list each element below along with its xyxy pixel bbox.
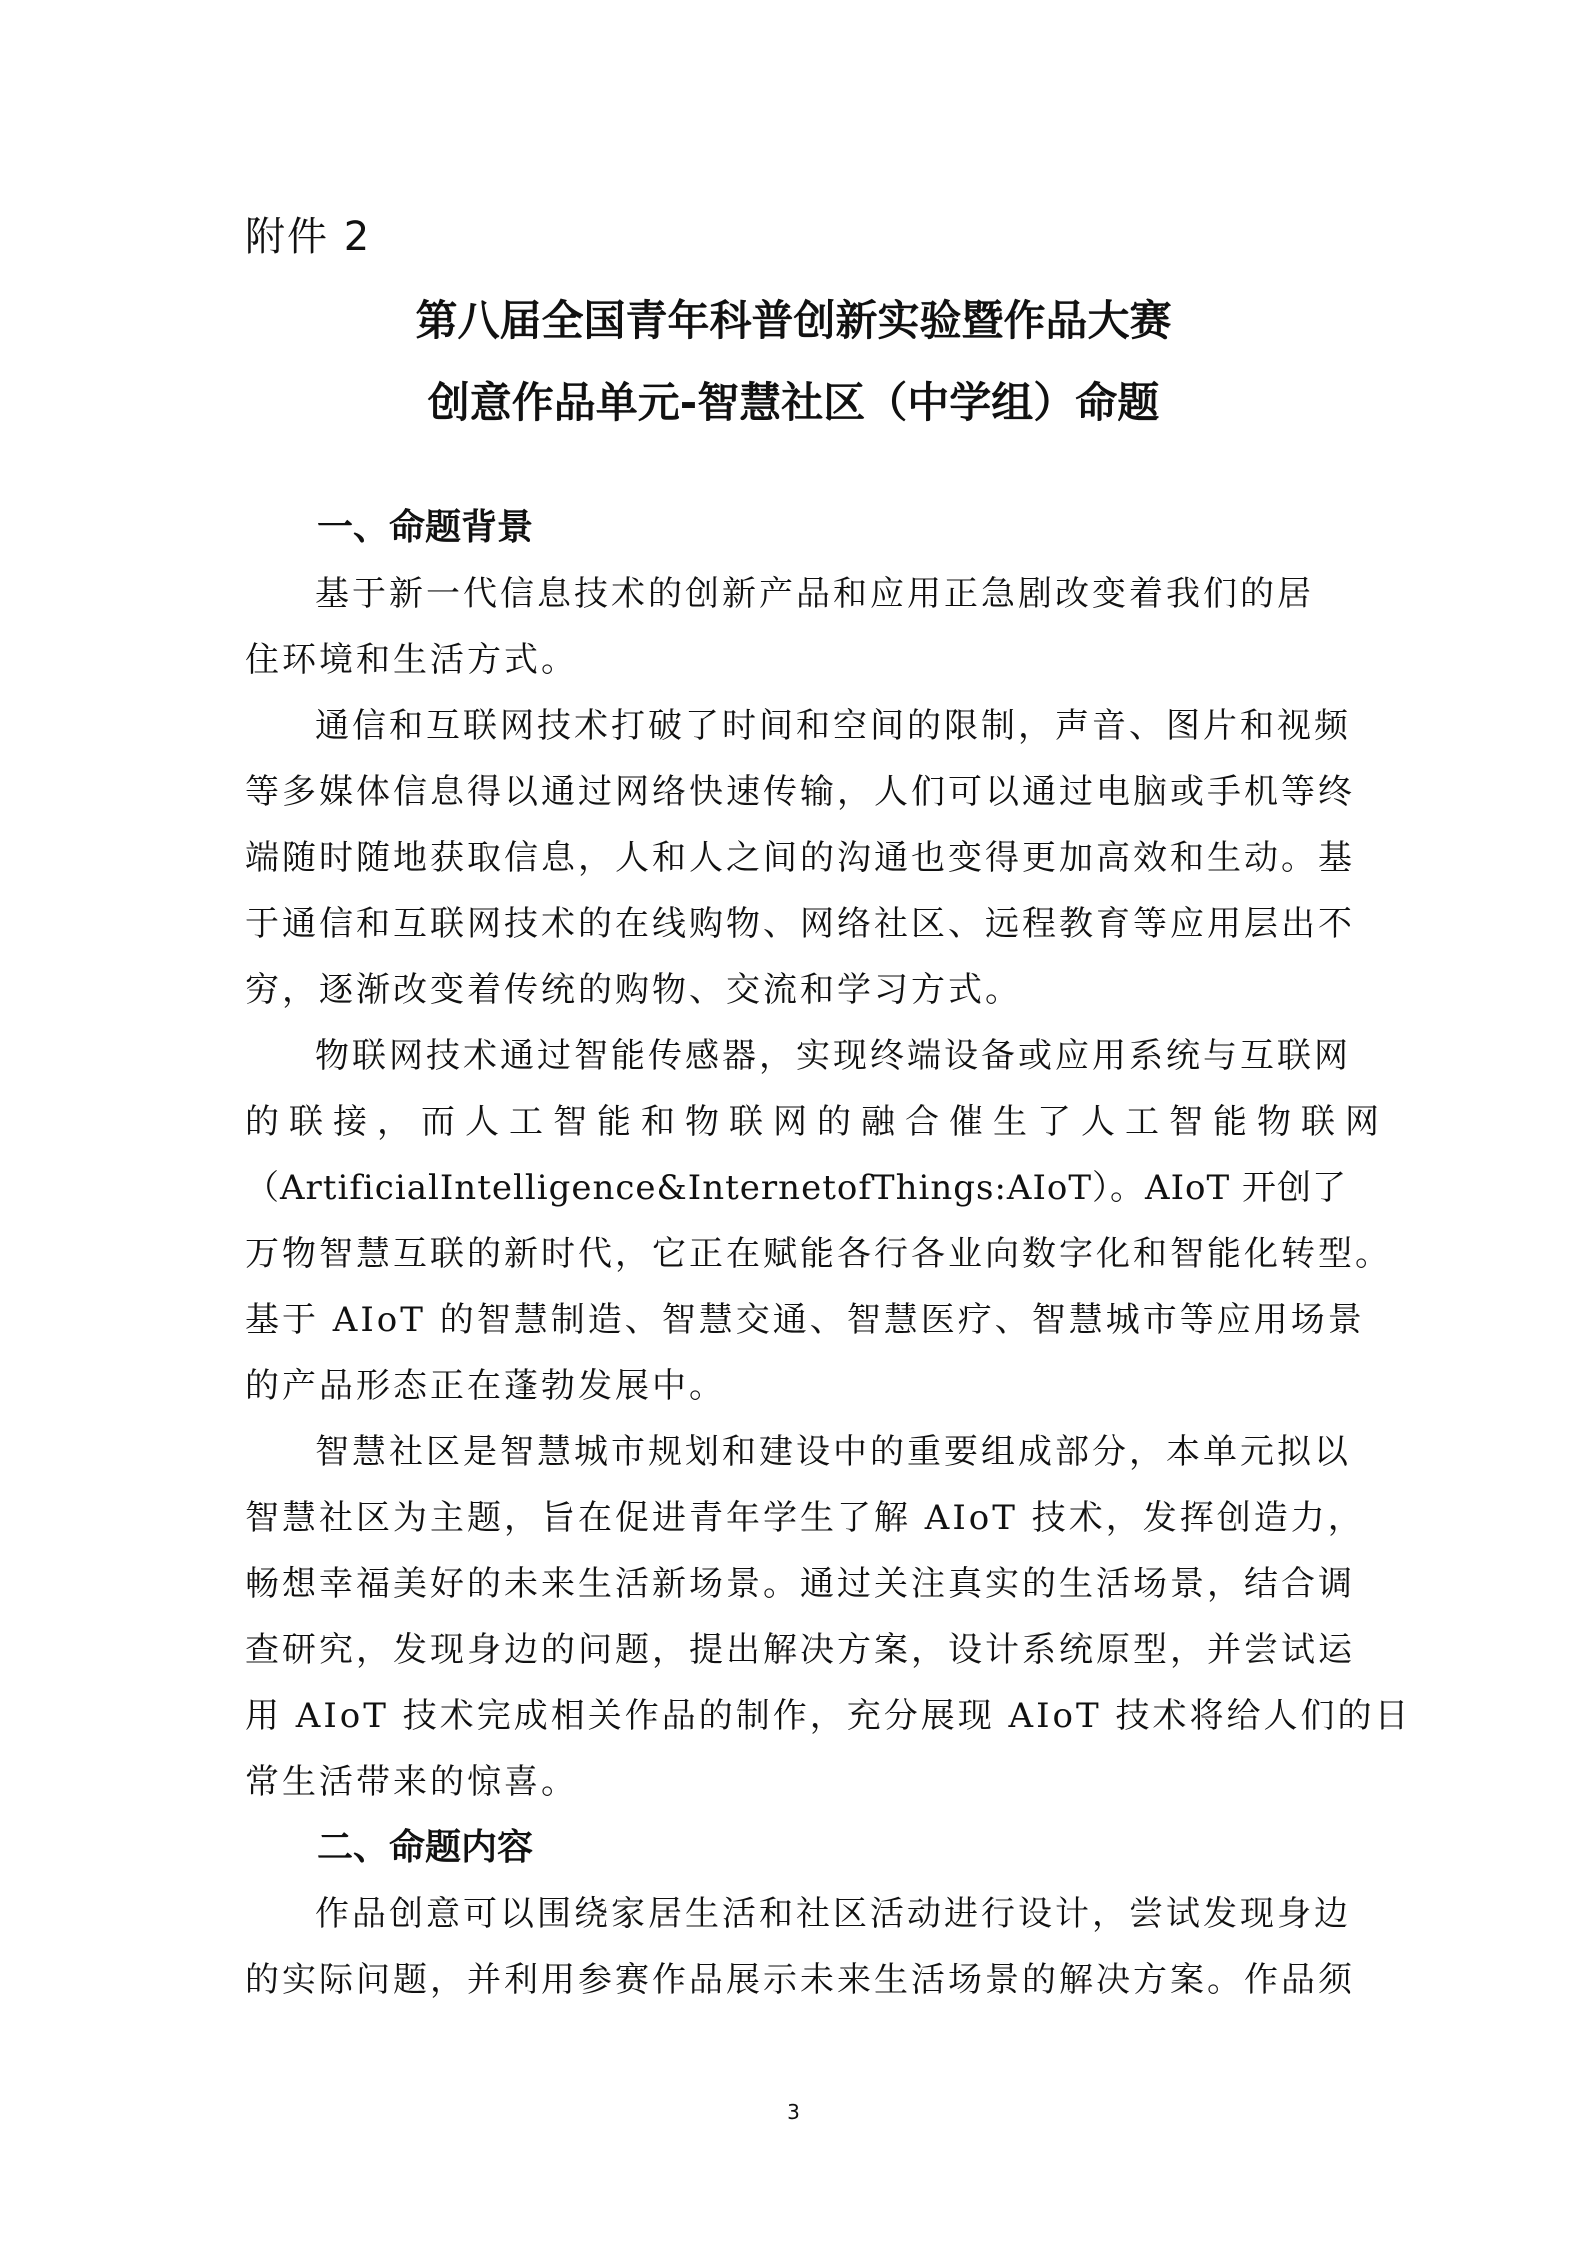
document-title-line-2: 创意作品单元-智慧社区（中学组）命题 <box>427 378 1160 427</box>
text-line: 的实际问题，并利用参赛作品展示未来生活场景的解决方案。作品须 <box>245 1960 1355 2000</box>
text-line: 智慧社区是智慧城市规划和建设中的重要组成部分，本单元拟以 <box>315 1432 1351 1472</box>
text-line: 的产品形态正在蓬勃发展中。 <box>245 1366 726 1406</box>
page-number: 3 <box>787 2100 800 2124</box>
text-line: 于通信和互联网技术的在线购物、网络社区、远程教育等应用层出不 <box>245 904 1355 944</box>
text-line: 通信和互联网技术打破了时间和空间的限制，声音、图片和视频 <box>315 706 1351 746</box>
text-line: 的联接，而人工智能和物联网的融合催生了人工智能物联网 <box>245 1102 1389 1142</box>
text-line: 住环境和生活方式。 <box>245 640 578 680</box>
section-heading-content: 二、命题内容 <box>317 1827 534 1868</box>
text-line: 端随时随地获取信息，人和人之间的沟通也变得更加高效和生动。基 <box>245 838 1355 878</box>
text-line: 万物智慧互联的新时代，它正在赋能各行各业向数字化和智能化转型。 <box>245 1234 1392 1274</box>
text-line: 智慧社区为主题，旨在促进青年学生了解 AIoT 技术，发挥创造力， <box>245 1498 1365 1538</box>
text-line: 畅想幸福美好的未来生活新场景。通过关注真实的生活场景，结合调 <box>245 1564 1355 1604</box>
text-line: 用 AIoT 技术完成相关作品的制作，充分展现 AIoT 技术将给人们的日 <box>245 1696 1412 1736</box>
text-line: 基于新一代信息技术的创新产品和应用正急剧改变着我们的居 <box>315 574 1314 614</box>
text-line: 作品创意可以围绕家居生活和社区活动进行设计，尝试发现身边 <box>315 1894 1351 1934</box>
section-heading-background: 一、命题背景 <box>317 507 534 548</box>
text-line: 等多媒体信息得以通过网络快速传输，人们可以通过电脑或手机等终 <box>245 772 1355 812</box>
text-line: 常生活带来的惊喜。 <box>245 1762 578 1802</box>
attachment-label: 附件 2 <box>245 214 372 260</box>
text-line: （ArtificialIntelligence&InternetofThings:AIoT）。AIoT 开创了 <box>245 1168 1347 1208</box>
document-body <box>245 495 1412 2013</box>
text-line: 穷，逐渐改变着传统的购物、交流和学习方式。 <box>245 970 1022 1010</box>
document-title-line-1: 第八届全国青年科普创新实验暨作品大赛 <box>415 296 1172 345</box>
text-line: 基于 AIoT 的智慧制造、智慧交通、智慧医疗、智慧城市等应用场景 <box>245 1300 1365 1340</box>
text-line: 物联网技术通过智能传感器，实现终端设备或应用系统与互联网 <box>315 1036 1351 1076</box>
text-line: 查研究，发现身边的问题，提出解决方案，设计系统原型，并尝试运 <box>245 1630 1355 1670</box>
